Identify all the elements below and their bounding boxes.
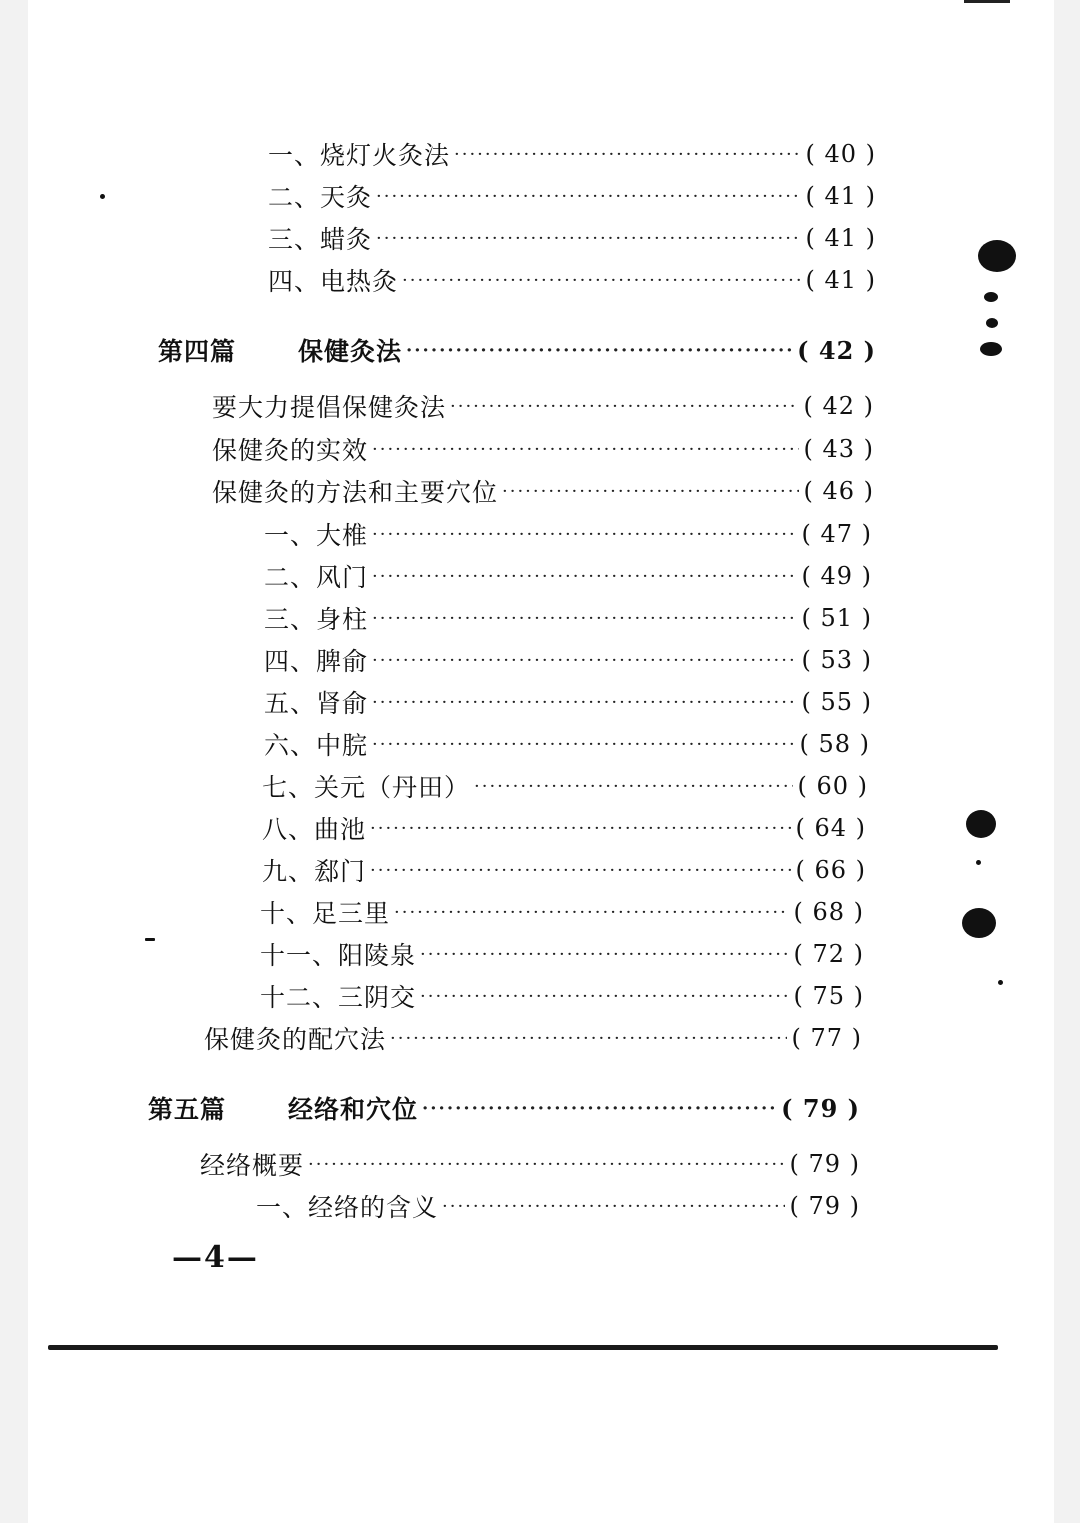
toc-entry bbox=[262, 766, 868, 806]
toc-chapter bbox=[148, 1088, 860, 1128]
leader-dots bbox=[376, 186, 801, 207]
page-bottom-rule bbox=[48, 1345, 998, 1350]
toc-entry bbox=[268, 134, 876, 174]
leader-dots bbox=[454, 144, 801, 165]
toc-entry bbox=[268, 260, 876, 300]
toc-entry-title: 十二、三阴交 bbox=[260, 983, 417, 1012]
ink-blot bbox=[980, 342, 1002, 356]
toc-entry-title: 六、中脘 bbox=[264, 731, 369, 760]
toc-entry-page: ( 41 ) bbox=[805, 182, 876, 210]
toc-entry bbox=[264, 682, 872, 722]
leader-dots bbox=[376, 228, 801, 249]
toc-entry bbox=[212, 429, 874, 469]
toc-entry-title: 保健灸的实效 bbox=[212, 436, 369, 465]
toc-entry-page: ( 41 ) bbox=[805, 266, 876, 294]
toc-entry-title: 二、风门 bbox=[264, 563, 369, 592]
ink-blot bbox=[145, 938, 155, 941]
toc-entry-title: 三、蜡灸 bbox=[268, 225, 373, 254]
toc-entry-page: ( 60 ) bbox=[797, 772, 868, 800]
toc-entry-page: ( 64 ) bbox=[795, 814, 866, 842]
toc-entry-page: ( 55 ) bbox=[801, 688, 872, 716]
ink-blot bbox=[978, 240, 1016, 272]
toc-entry-title: 七、关元（丹田） bbox=[262, 773, 471, 802]
leader-dots bbox=[502, 481, 799, 502]
toc-entry bbox=[264, 514, 872, 554]
toc-entry bbox=[262, 808, 866, 848]
leader-dots bbox=[372, 650, 797, 671]
leader-dots bbox=[390, 1028, 787, 1049]
toc-entry-page: ( 47 ) bbox=[801, 520, 872, 548]
leader-dots bbox=[420, 944, 789, 965]
toc-entry bbox=[264, 556, 872, 596]
ink-blot bbox=[962, 908, 996, 938]
leader-dots bbox=[420, 986, 789, 1007]
leader-dots bbox=[394, 902, 789, 923]
leader-dots bbox=[372, 524, 797, 545]
toc-entry-title: 一、经络的含义 bbox=[256, 1193, 439, 1222]
chapter-title: 经络和穴位 bbox=[288, 1095, 419, 1124]
ink-blot bbox=[986, 318, 998, 328]
leader-dots bbox=[372, 608, 797, 629]
toc-entry bbox=[204, 1018, 862, 1058]
toc-chapter bbox=[158, 330, 876, 370]
toc-entry-title: 保健灸的配穴法 bbox=[204, 1025, 387, 1054]
leader-dots bbox=[372, 734, 795, 755]
leader-dots bbox=[422, 1098, 777, 1119]
toc-entry bbox=[256, 1186, 860, 1226]
toc-entry bbox=[264, 598, 872, 638]
toc-entry bbox=[264, 724, 870, 764]
toc-entry-title: 一、大椎 bbox=[264, 521, 369, 550]
ink-blot bbox=[976, 860, 981, 865]
toc-entry-page: ( 79 ) bbox=[789, 1192, 860, 1220]
leader-dots bbox=[402, 270, 801, 291]
leader-dots bbox=[406, 340, 793, 361]
toc-entry bbox=[260, 892, 864, 932]
toc-entry-page: ( 58 ) bbox=[799, 730, 870, 758]
toc-entry-title: 经络概要 bbox=[200, 1151, 305, 1180]
toc-entry-page: ( 42 ) bbox=[797, 335, 876, 365]
toc-entry-page: ( 75 ) bbox=[793, 982, 864, 1010]
leader-dots bbox=[308, 1154, 785, 1175]
toc-entry-title: 三、身柱 bbox=[264, 605, 369, 634]
toc-entry-page: ( 49 ) bbox=[801, 562, 872, 590]
toc-entry bbox=[212, 471, 874, 511]
toc-entry-page: ( 41 ) bbox=[805, 224, 876, 252]
toc-entry-title: 九、郄门 bbox=[262, 857, 367, 886]
ink-blot bbox=[998, 980, 1003, 985]
toc-entry-page: ( 53 ) bbox=[801, 646, 872, 674]
toc-entry bbox=[264, 640, 872, 680]
toc-entry-title: 要大力提倡保健灸法 bbox=[212, 393, 447, 422]
toc-entry-title: 十、足三里 bbox=[260, 899, 391, 928]
toc-entry-title: 十一、阳陵泉 bbox=[260, 941, 417, 970]
toc-entry bbox=[212, 386, 874, 426]
toc-entry-page: ( 40 ) bbox=[805, 140, 876, 168]
toc-entry bbox=[200, 1144, 860, 1184]
toc-entry-page: ( 77 ) bbox=[791, 1024, 862, 1052]
toc-entry-title: 八、曲池 bbox=[262, 815, 367, 844]
leader-dots bbox=[370, 860, 791, 881]
leader-dots bbox=[474, 776, 793, 797]
page-number: —4— bbox=[172, 1240, 259, 1275]
ink-blot bbox=[966, 810, 996, 838]
toc-entry-page: ( 72 ) bbox=[793, 940, 864, 968]
leader-dots bbox=[372, 566, 797, 587]
leader-dots bbox=[450, 396, 799, 417]
toc-entry-title: 五、肾俞 bbox=[264, 689, 369, 718]
toc-entry-title: 四、电热灸 bbox=[268, 267, 399, 296]
ink-blot bbox=[984, 292, 998, 302]
leader-dots bbox=[370, 818, 791, 839]
leader-dots bbox=[372, 692, 797, 713]
chapter-title: 保健灸法 bbox=[298, 337, 403, 366]
leader-dots bbox=[442, 1196, 785, 1217]
toc-entry-title: 保健灸的方法和主要穴位 bbox=[212, 478, 499, 507]
chapter-number: 第四篇 bbox=[158, 337, 237, 366]
toc-entry-page: ( 46 ) bbox=[803, 477, 874, 505]
toc-entry bbox=[260, 934, 864, 974]
toc-entry bbox=[268, 176, 876, 216]
toc-entry-page: ( 66 ) bbox=[795, 856, 866, 884]
toc-entry-page: ( 68 ) bbox=[793, 898, 864, 926]
toc-entry-title: 二、天灸 bbox=[268, 183, 373, 212]
toc-entry bbox=[268, 218, 876, 258]
chapter-number: 第五篇 bbox=[148, 1095, 227, 1124]
toc-entry bbox=[260, 976, 864, 1016]
toc-entry-page: ( 51 ) bbox=[801, 604, 872, 632]
leader-dots bbox=[372, 439, 799, 460]
scan-mark bbox=[964, 0, 1010, 3]
toc-entry-page: ( 79 ) bbox=[781, 1093, 860, 1123]
toc-entry-title: 四、脾俞 bbox=[264, 647, 369, 676]
toc-entry-page: ( 43 ) bbox=[803, 435, 874, 463]
toc-entry-page: ( 79 ) bbox=[789, 1150, 860, 1178]
toc-entry bbox=[262, 850, 866, 890]
toc-entry-page: ( 42 ) bbox=[803, 392, 874, 420]
toc-entry-title: 一、烧灯火灸法 bbox=[268, 141, 451, 170]
ink-blot bbox=[100, 194, 105, 199]
